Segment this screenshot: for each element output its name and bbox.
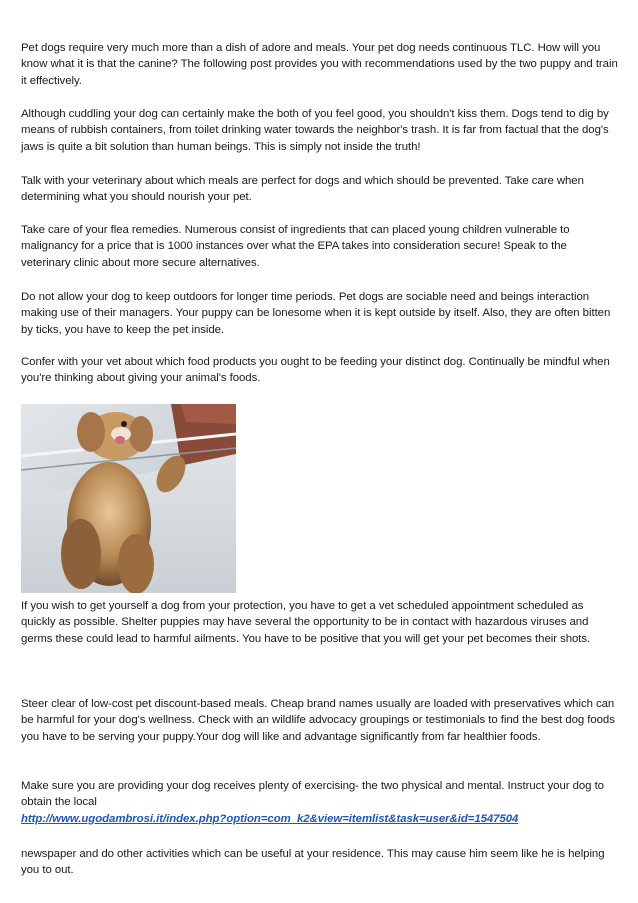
paragraph-8: Steer clear of low-cost pet discount-based meals. Cheap brand names usually are loaded with preservatives which can be harmful for your dog's wellness. Check with an wildlife advocacy groupings or testimonials to find the best dog foods you have to be serving your puppy.Your dog will like and advantage significantly from far healthier foods. bbox=[21, 698, 615, 743]
paragraph-1: Pet dogs require very much more than a dish of adore and meals. Your pet dog needs continuous TLC. How will you know what it is that the canine? The following post provides you with recommendations used by the two puppy and train it effectively. bbox=[21, 42, 618, 87]
paragraph-10: newspaper and do other activities which can be useful at your residence. This may cause him seem like he is helping you to out. bbox=[21, 848, 605, 877]
paragraph-7: If you wish to get yourself a dog from your protection, you have to get a vet scheduled appointment scheduled as quickly as possible. Shelter puppies may have several the opportunity to be in contact with hazardous viruses and germs these could lead to harmful ailments. You have to be positive that you will get your pet becomes their shots. bbox=[21, 600, 591, 645]
paragraph-5: Do not allow your dog to keep outdoors for longer time periods. Pet dogs are sociable need and beings interaction making use of their managers. Your puppy can be lonesome when it is kept outside by itself. Also, they are often bitten by ticks, you have to keep the pet inside. bbox=[21, 291, 611, 336]
paragraph-9-text: Make sure you are providing your dog receives plenty of exercising- the two physical and mental. Instruct your dog to obtain the local bbox=[21, 780, 604, 809]
paragraph-4: Take care of your flea remedies. Numerous consist of ingredients that can placed young children vulnerable to malignancy for a price that is 1000 instances over what the EPA takes into consideration secure! Speak to the veterinary clinic about more secure alternatives. bbox=[21, 224, 570, 269]
paragraph-9 bbox=[21, 778, 618, 827]
paragraph-6: Confer with your vet about which food products you ought to be feeding your distinct dog. Continually be mindful when you're thinking about giving your animal's foods. bbox=[21, 356, 610, 385]
paragraph-3: Talk with your veterinary about which meals are perfect for dogs and which should be prevented. Take care when determining what you should nourish your pet. bbox=[21, 175, 584, 204]
paragraph-2: Although cuddling your dog can certainly make the both of you feel good, you shouldn't kiss them. Dogs tend to dig by means of rubbish containers, from toilet drinking water towards the neighbor's trash. It is far from factual that the dog's jaws is quite a bit solution than human beings. This is simply not inside the truth! bbox=[21, 108, 609, 153]
dog-photo bbox=[21, 404, 236, 593]
profile-link[interactable]: http://www.ugodambrosi.it/index.php?option=com_k2&view=itemlist&task=user&id=1547504 bbox=[21, 812, 519, 825]
